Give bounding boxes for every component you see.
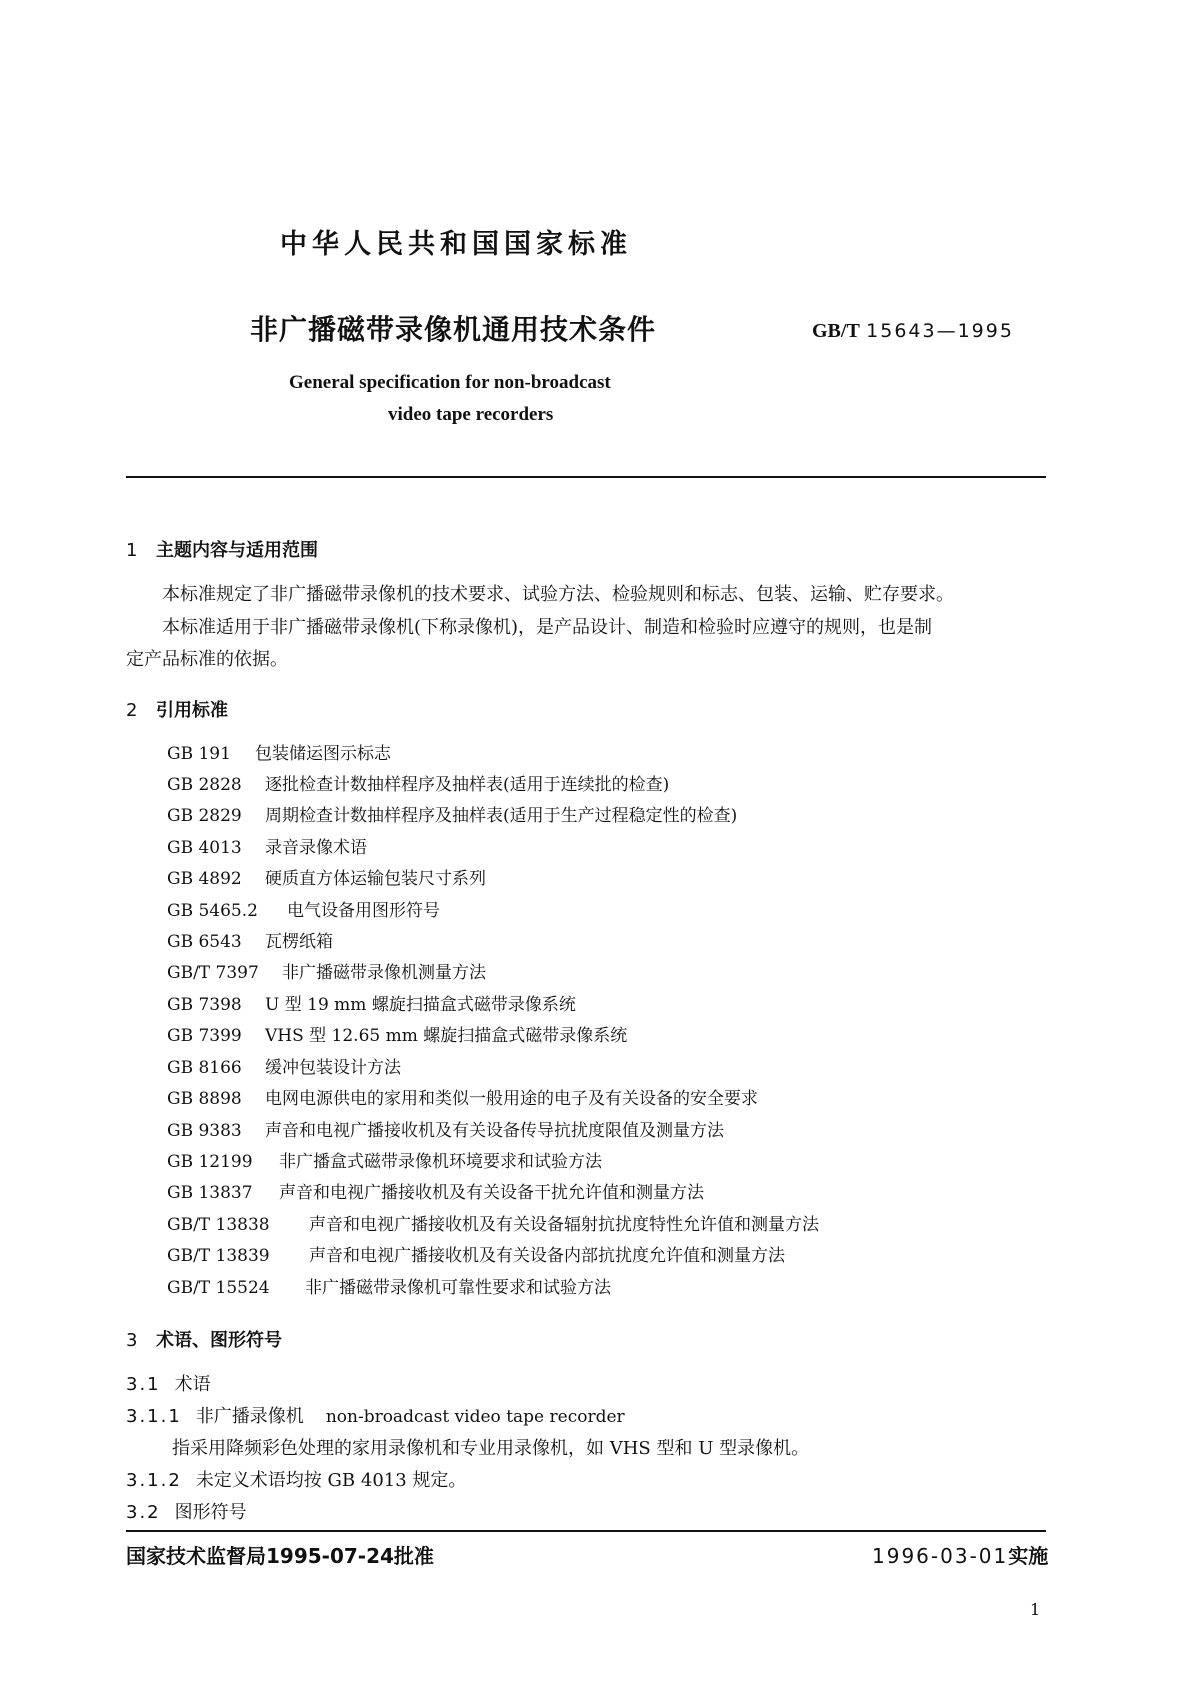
term-definition: 指采用降频彩色处理的家用录像机和专业用录像机，如 VHS 型和 U 型录像机。 [172,1438,810,1459]
footer-divider [126,1530,1046,1532]
list-item: GB 9383 声音和电视广播接收机及有关设备传导抗扰度限值及测量方法 [167,1121,724,1141]
list-item: GB 6543 瓦楞纸箱 [167,932,333,952]
list-item: GB 7398 U 型 19 mm 螺旋扫描盒式磁带录像系统 [167,995,576,1015]
list-item: GB/T 13839 声音和电视广播接收机及有关设备内部抗扰度允许值和测量方法 [167,1246,785,1266]
paragraph: 本标准适用于非广播磁带录像机(下称录像机)，是产品设计、制造和检验时应遵守的规则，也是制 [162,617,933,638]
section-3-heading [126,1326,282,1352]
section-1-heading [126,536,318,562]
header-divider [126,476,1046,478]
subsection-3-1-2: 3.1.2 未定义术语均按 GB 4013 规定。 [126,1470,467,1491]
paragraph-continuation: 定产品标准的依据。 [126,649,288,670]
code-number: 15643—1995 [866,320,1014,342]
subsection-3-1: 3.1 术语 [126,1374,211,1395]
issuing-authority-heading: 中华人民共和国国家标准 [280,229,632,260]
english-title-line2: video tape recorders [388,404,554,425]
section-2-heading [126,696,228,722]
list-item: GB 8898 电网电源供电的家用和类似一般用途的电子及有关设备的安全要求 [167,1089,758,1109]
section-title: 术语、图形符号 [156,1330,282,1351]
implementation-date: 1996-03-01实施 [872,1544,1049,1568]
section-title: 主题内容与适用范围 [156,540,318,561]
standard-code [812,318,1014,343]
list-item: GB 4892 硬质直方体运输包装尺寸系列 [167,869,486,889]
list-item: GB 4013 录音录像术语 [167,838,367,858]
code-prefix: GB/T [812,320,860,342]
page-number: 1 [1030,1600,1041,1619]
list-item: GB 2829 周期检查计数抽样程序及抽样表(适用于生产过程稳定性的检查) [167,806,738,826]
list-item: GB 12199 非广播盒式磁带录像机环境要求和试验方法 [167,1152,602,1172]
subsection-3-1-1: 3.1.1 非广播录像机 non-broadcast video tape recorder [126,1406,625,1427]
list-item: GB 2828 逐批检查计数抽样程序及抽样表(适用于连续批的检查) [167,775,670,795]
list-item: GB 191 包装储运图示标志 [167,744,391,764]
section-number: 3 [126,1330,138,1351]
approval-statement: 国家技术监督局1995-07-24批准 [126,1544,434,1568]
list-item: GB/T 13838 声音和电视广播接收机及有关设备辐射抗扰度特性允许值和测量方法 [167,1215,819,1235]
list-item: GB 13837 声音和电视广播接收机及有关设备干扰允许值和测量方法 [167,1183,704,1203]
section-title: 引用标准 [156,700,228,721]
standard-title: 非广播磁带录像机通用技术条件 [250,313,657,346]
list-item: GB 5465.2 电气设备用图形符号 [167,901,440,921]
section-number: 1 [126,540,138,561]
list-item: GB 8166 缓冲包装设计方法 [167,1058,401,1078]
section-number: 2 [126,700,138,721]
list-item: GB/T 7397 非广播磁带录像机测量方法 [167,963,486,983]
english-title-line1: General specification for non-broadcast [289,372,611,393]
paragraph: 本标准规定了非广播磁带录像机的技术要求、试验方法、检验规则和标志、包装、运输、贮存要求。 [162,584,954,605]
subsection-3-2: 3.2 图形符号 [126,1502,247,1523]
list-item: GB/T 15524 非广播磁带录像机可靠性要求和试验方法 [167,1278,611,1298]
list-item: GB 7399 VHS 型 12.65 mm 螺旋扫描盒式磁带录像系统 [167,1026,628,1046]
